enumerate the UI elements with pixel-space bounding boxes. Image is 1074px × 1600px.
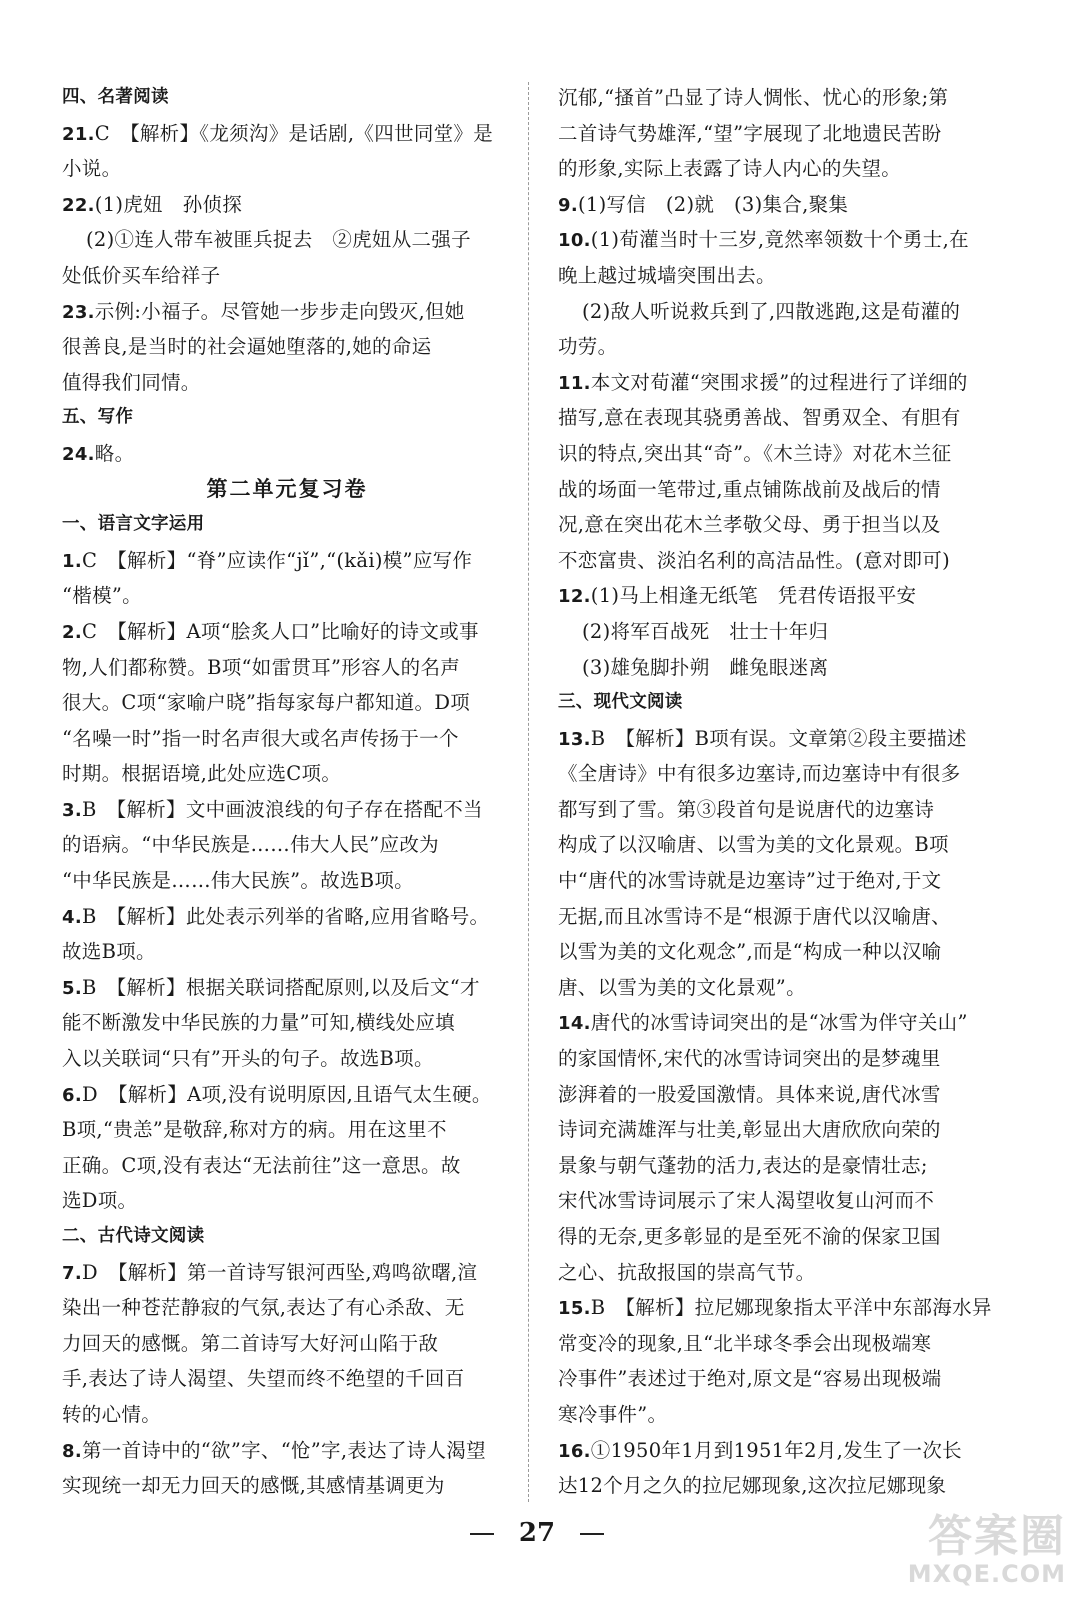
watermark <box>896 1511 1066 1594</box>
section-heading: 二、古代诗文阅读 <box>62 1226 205 1246</box>
answer-text: 第一首诗中的“欲”字、“怆”字,表达了诗人渴望 <box>81 1438 486 1462</box>
question-number: 3. <box>62 799 82 821</box>
answer-continuation: 寒冷事件”。 <box>558 1402 668 1426</box>
answer-continuation: 选D项。 <box>62 1189 138 1213</box>
answer-item <box>62 187 512 223</box>
right-column <box>558 80 1013 1504</box>
answer-continuation: 力回天的感慨。第二首诗写大好河山陷于敌 <box>62 1331 439 1355</box>
answer-continuation: 值得我们同情。 <box>62 370 201 394</box>
answer-continuation: 《全唐诗》中有很多边塞诗,而边塞诗中有很多 <box>558 762 961 786</box>
question-number: 1. <box>62 550 82 572</box>
answer-continuation: 诗词充满雄浑与壮美,彰显出大唐欣欣向荣的 <box>558 1118 941 1142</box>
answer-text: C 【解析】A项“脍炙人口”比喻好的诗文或事 <box>81 619 479 643</box>
answer-continuation: 不恋富贵、淡泊名利的高洁品性。(意对即可) <box>558 548 951 572</box>
answer-text: ①1950年1月到1951年2月,发生了一次长 <box>590 1438 962 1462</box>
answer-continuation: 都写到了雪。第③段首句是说唐代的边塞诗 <box>558 797 935 821</box>
answer-continuation: 战的场面一笔带过,重点铺陈战前及战后的情 <box>558 477 941 501</box>
answer-item <box>558 365 1013 401</box>
question-number: 21. <box>62 123 95 145</box>
answer-item <box>62 294 512 330</box>
answer-continuation: 的家国情怀,宋代的冰雪诗词突出的是梦魂里 <box>558 1047 941 1071</box>
column-divider <box>528 82 529 1502</box>
answer-continuation: 之心、抗敌报国的崇高气节。 <box>558 1260 816 1284</box>
section-heading: 四、名著阅读 <box>62 87 169 107</box>
answer-item <box>62 614 512 650</box>
answer-item <box>62 1433 512 1469</box>
answer-text: B 【解析】文中画波浪线的句子存在搭配不当 <box>81 797 483 821</box>
answer-text: (1)马上相逢无纸笔 凭君传语报平安 <box>590 584 917 608</box>
answer-continuation: 无据,而且冰雪诗不是“根源于唐代以汉喻唐、 <box>558 904 951 928</box>
answer-continuation: “中华民族是……伟大民族”。故选B项。 <box>62 869 414 893</box>
answer-item <box>558 222 1013 258</box>
answer-item <box>62 116 512 152</box>
left-column <box>62 80 512 1504</box>
footer-dash-left <box>470 1533 494 1535</box>
answer-item <box>62 1077 512 1113</box>
answer-item <box>62 543 512 579</box>
answer-text: B 【解析】B项有误。文章第②段主要描述 <box>590 726 967 750</box>
answer-continuation: 中“唐代的冰雪诗就是边塞诗”过于绝对,于文 <box>558 869 942 893</box>
answer-continuation: 染出一种苍茫静寂的气氛,表达了有心杀敌、无 <box>62 1296 465 1320</box>
answer-text: (1)写信 (2)就 (3)集合,聚集 <box>577 192 849 216</box>
answer-continuation: 二首诗气势雄浑,“望”字展现了北地遗民苦盼 <box>558 121 942 145</box>
answer-continuation: 转的心情。 <box>62 1402 162 1426</box>
answer-continuation: “名噪一时”指一时名声很大或名声传扬于一个 <box>62 726 459 750</box>
answer-text: 唐代的冰雪诗词突出的是“冰雪为伴守关山” <box>590 1011 968 1035</box>
question-number: 6. <box>62 1084 82 1106</box>
answer-item <box>558 1005 1013 1041</box>
answer-text: D 【解析】A项,没有说明原因,且语气太生硬。 <box>81 1082 492 1106</box>
answer-continuation: 达12个月之久的拉尼娜现象,这次拉尼娜现象 <box>558 1474 947 1498</box>
question-number: 24. <box>62 443 95 465</box>
question-number: 22. <box>62 194 95 216</box>
question-number: 7. <box>62 1262 82 1284</box>
answer-continuation: 入以关联词“只有”开头的句子。故选B项。 <box>62 1047 434 1071</box>
answer-item <box>62 899 512 935</box>
question-number: 14. <box>558 1013 591 1035</box>
answer-continuation: 很大。C项“家喻户晓”指每家每户都知道。D项 <box>62 691 471 715</box>
answer-continuation: B项,“贵恙”是敬辞,称对方的病。用在这里不 <box>62 1118 447 1142</box>
answer-continuation: 正确。C项,没有表达“无法前往”这一意思。故 <box>62 1153 461 1177</box>
answer-continuation: 常变冷的现象,且“北半球冬季会出现极端寒 <box>558 1331 932 1355</box>
answer-continuation: 手,表达了诗人渴望、失望而终不绝望的千回百 <box>62 1367 465 1391</box>
question-number: 16. <box>558 1440 591 1462</box>
answer-text: B 【解析】此处表示列举的省略,应用省略号。 <box>81 904 490 928</box>
answer-item <box>62 970 512 1006</box>
question-number: 11. <box>558 372 591 394</box>
answer-item <box>558 187 1013 223</box>
answer-continuation: 澎湃着的一股爱国激情。具体来说,唐代冰雪 <box>558 1082 941 1106</box>
answer-continuation: 唐、以雪为美的文化景观”。 <box>558 975 806 999</box>
answer-item <box>558 1433 1013 1469</box>
answer-subitem: (3)雄兔脚扑朔 雌兔眼迷离 <box>582 655 829 679</box>
answer-text: D 【解析】第一首诗写银河西坠,鸡鸣欲曙,渲 <box>81 1260 478 1284</box>
footer-dash-right <box>580 1533 604 1535</box>
answer-continuation: 宋代冰雪诗词展示了宋人渴望收复山河而不 <box>558 1189 935 1213</box>
question-number: 5. <box>62 977 82 999</box>
answer-item <box>558 578 1013 614</box>
question-number: 12. <box>558 586 591 608</box>
answer-text: 示例:小福子。尽管她一步步走向毁灭,但她 <box>94 299 465 323</box>
answer-continuation: “楷模”。 <box>62 584 142 608</box>
answer-text: C 【解析】《龙须沟》是话剧,《四世同堂》是 <box>94 121 494 145</box>
answer-continuation: 的形象,实际上表露了诗人内心的失望。 <box>558 157 902 181</box>
answer-subitem: (2)①连人带车被匪兵捉去 ②虎妞从二强子 <box>86 228 471 252</box>
answer-continuation: 晚上越过城墙突围出去。 <box>558 263 776 287</box>
question-number: 15. <box>558 1298 591 1320</box>
answer-continuation: 很善良,是当时的社会逼她堕落的,她的命运 <box>62 335 432 359</box>
answer-text: (1)荀灌当时十三岁,竟然率领数十个勇士,在 <box>590 228 969 252</box>
answer-continuation: 的语病。“中华民族是……伟大人民”应改为 <box>62 833 439 857</box>
answer-continuation: 物,人们都称赞。B项“如雷贯耳”形容人的名声 <box>62 655 461 679</box>
answer-item <box>558 1290 1013 1326</box>
answer-text: B 【解析】根据关联词搭配原则,以及后文“才 <box>81 975 480 999</box>
answer-continuation: 处低价买车给祥子 <box>62 263 221 287</box>
answer-item <box>62 792 512 828</box>
answer-text: B 【解析】拉尼娜现象指太平洋中东部海水异 <box>590 1296 992 1320</box>
question-number: 23. <box>62 301 95 323</box>
watermark-url: MXQE.COM <box>907 1560 1066 1588</box>
page-number: 27 <box>518 1518 556 1548</box>
question-number: 13. <box>558 728 591 750</box>
watermark-logo: 答案圈 <box>928 1511 1066 1562</box>
answer-continuation: 故选B项。 <box>62 940 156 964</box>
answer-text: 本文对荀灌“突围求援”的过程进行了详细的 <box>590 370 968 394</box>
answer-continuation: 冷事件”表述过于绝对,原文是“容易出现极端 <box>558 1367 942 1391</box>
answer-text: (1)虎妞 孙侦探 <box>94 192 243 216</box>
answer-continuation: 小说。 <box>62 157 122 181</box>
answer-continuation: 时期。根据语境,此处应选C项。 <box>62 762 342 786</box>
answer-subitem: (2)敌人听说救兵到了,四散逃跑,这是荀灌的 <box>582 299 961 323</box>
answer-item <box>558 721 1013 757</box>
section-heading: 一、语言文字运用 <box>62 514 205 535</box>
answer-continuation: 以雪为美的文化观念”,而是“构成一种以汉喻 <box>558 940 942 964</box>
answer-continuation: 得的无奈,更多彰显的是至死不渝的保家卫国 <box>558 1225 941 1248</box>
answer-continuation: 况,意在突出花木兰孝敬父母、勇于担当以及 <box>558 513 941 537</box>
question-number: 9. <box>558 194 578 216</box>
answer-continuation: 能不断激发中华民族的力量”可知,横线处应填 <box>62 1011 455 1035</box>
question-number: 4. <box>62 906 82 928</box>
section-heading: 三、现代文阅读 <box>558 692 683 713</box>
answer-text: C 【解析】“脊”应读作“jǐ”,“(kǎi)模”应写作 <box>81 548 473 572</box>
answer-continuation: 构成了以汉喻唐、以雪为美的文化景观。B项 <box>558 833 949 857</box>
answer-text: 略。 <box>94 441 135 465</box>
answer-continuation: 景象与朝气蓬勃的活力,表达的是豪情壮志; <box>558 1153 928 1177</box>
answer-item <box>62 436 512 472</box>
answer-continuation: 实现统一却无力回天的感慨,其感情基调更为 <box>62 1474 445 1498</box>
question-number: 2. <box>62 621 82 643</box>
answer-item <box>62 1255 512 1291</box>
section-heading: 五、写作 <box>62 407 134 428</box>
question-number: 8. <box>62 1440 82 1462</box>
answer-continuation: 功劳。 <box>558 335 618 359</box>
answer-continuation: 沉郁,“搔首”凸显了诗人惆怅、忧心的形象;第 <box>558 86 949 109</box>
answer-continuation: 描写,意在表现其骁勇善战、智勇双全、有胆有 <box>558 406 961 430</box>
unit-title: 第二单元复习卷 <box>206 476 368 501</box>
answer-continuation: 识的特点,突出其“奇”。《木兰诗》对花木兰征 <box>558 441 952 465</box>
question-number: 10. <box>558 230 591 252</box>
answer-subitem: (2)将军百战死 壮士十年归 <box>582 619 829 643</box>
